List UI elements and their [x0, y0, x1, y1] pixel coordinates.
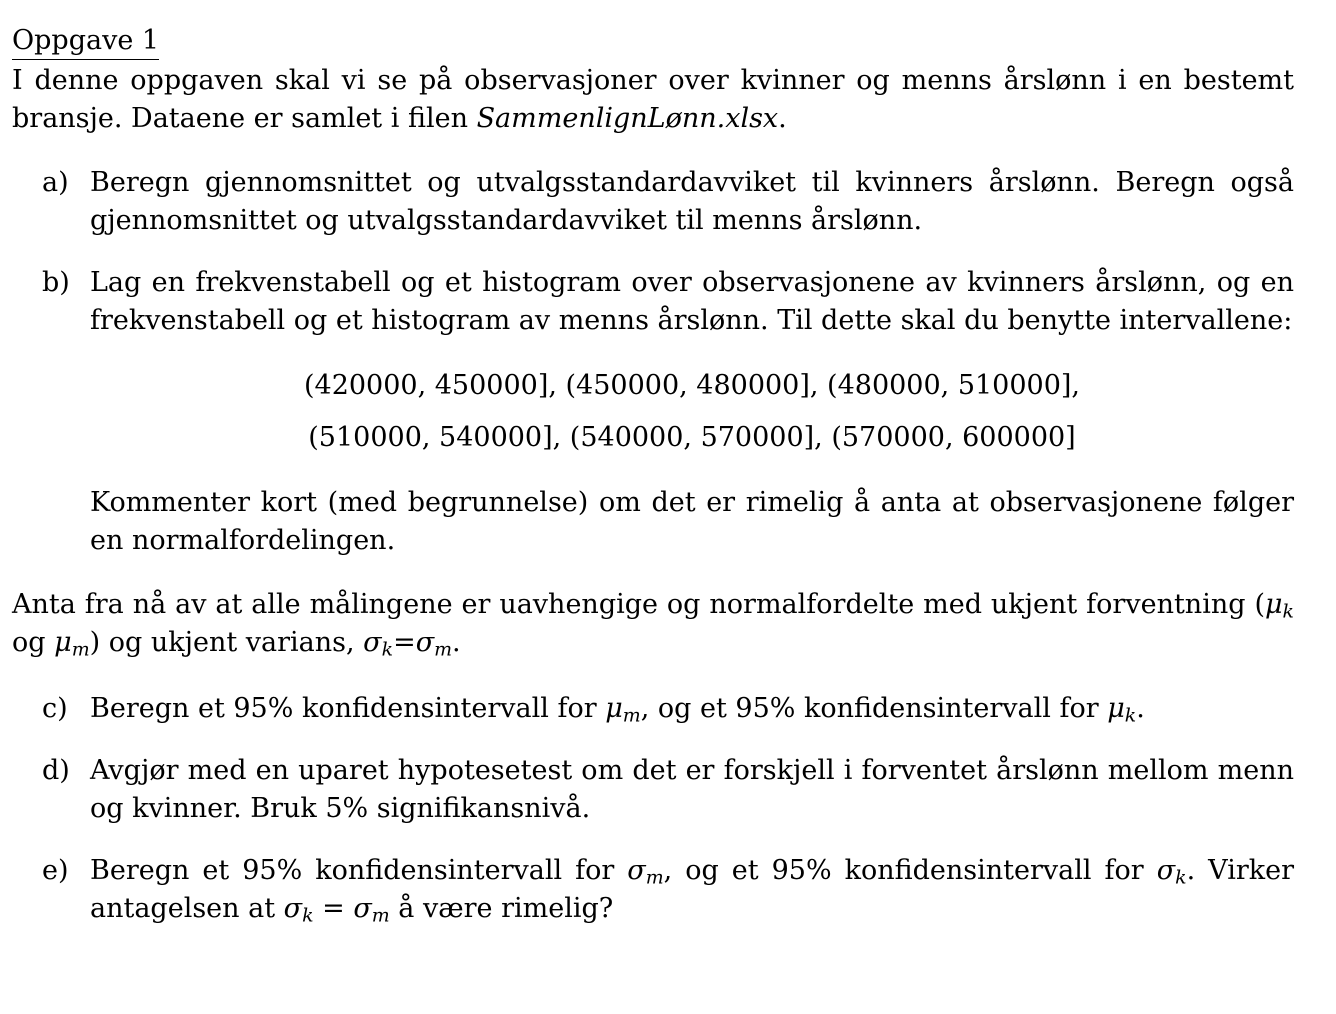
intervals-line-2: (510000, 540000], (540000, 570000], (570000, 600000]	[308, 422, 1076, 453]
intro-text: I denne oppgaven skal vi se på observasjoner over kvinner og menns årslønn i en bestemt bransje. Dataene er samlet i filen	[12, 65, 1294, 134]
assumption-end: .	[452, 627, 461, 658]
intervals-line-1: (420000, 450000], (450000, 480000], (480000, 510000],	[303, 370, 1081, 401]
assumption-paragraph	[12, 586, 1294, 662]
subscript-k: k	[1282, 600, 1294, 623]
task-d	[12, 752, 1294, 828]
subscript-k: k	[1175, 866, 1187, 889]
intro-end: .	[778, 103, 787, 134]
task-e-part-b: , og et 95% konfidensintervall for	[663, 855, 1157, 886]
task-c-part-b: , og et 95% konfidensintervall for	[640, 693, 1108, 724]
task-c-text	[90, 690, 1294, 728]
task-list-first	[12, 164, 1294, 560]
assumption-og: og	[12, 627, 55, 658]
task-e-part-d: å være rimelig?	[389, 893, 614, 924]
normality-comment: Kommenter kort (med begrunnelse) om det er rimelig å anta at observasjonene følger en normalfordelingen.	[90, 487, 1294, 556]
assumption-text-2: ) og ukjent varians,	[89, 627, 364, 658]
assumption-text-1: Anta fra nå av at alle målingene er uavhengige og normalfordelte med ukjent forventning (	[12, 589, 1265, 620]
task-b-text: Lag en frekvenstabell og et histogram over observasjonene av kvinners årslønn, og en frekvenstabell og et histogram av menns årslønn. Til dette skal du benytte intervallene:	[90, 267, 1294, 336]
subscript-m: m	[371, 904, 390, 927]
filename: SammenlignLønn.xlsx	[476, 103, 779, 134]
task-a-text: Beregn gjennomsnittet og utvalgsstandardavviket til kvinners årslønn. Beregn også gjennomsnittet og utvalgsstandardavviket til menns årslønn.	[90, 167, 1294, 236]
mu-symbol: μ	[54, 627, 72, 658]
task-e-label: e)	[42, 855, 69, 886]
sigma-symbol: σ	[1156, 855, 1176, 886]
subscript-m: m	[645, 866, 664, 889]
sigma-symbol: σ	[283, 893, 303, 924]
sigma-symbol: σ	[353, 893, 372, 924]
subscript-m: m	[71, 638, 90, 661]
task-a-label: a)	[42, 167, 69, 198]
task-e-part-a: Beregn et 95% konfidensintervall for	[90, 855, 628, 886]
task-list-second	[12, 690, 1294, 928]
task-e	[12, 852, 1294, 928]
task-e-part-c: . Virker antagelsen at	[90, 855, 1294, 924]
subscript-k: k	[1124, 704, 1137, 727]
subscript-m: m	[434, 638, 453, 661]
task-d-label: d)	[42, 755, 70, 786]
mu-symbol: μ	[605, 693, 623, 724]
task-b-label: b)	[42, 267, 70, 298]
intervals-display	[90, 360, 1294, 464]
mu-symbol: μ	[1107, 693, 1125, 724]
task-c	[12, 690, 1294, 728]
task-d-text: Avgjør med en uparet hypotesetest om det er forskjell i forventet årslønn mellom menn og kvinner. Bruk 5% signifikansnivå.	[90, 755, 1294, 824]
subscript-k: k	[302, 904, 314, 927]
task-c-part-a: Beregn et 95% konfidensintervall for	[90, 693, 606, 724]
task-b	[12, 264, 1294, 340]
sigma-symbol: σ	[627, 855, 646, 886]
subscript-m: m	[622, 704, 641, 727]
task-e-equals: =	[313, 893, 354, 924]
task-e-text	[90, 852, 1294, 928]
sigma-symbol: σ	[363, 627, 382, 658]
exercise-heading: Oppgave 1	[12, 23, 159, 60]
task-a	[12, 164, 1294, 240]
equals-sign: =	[393, 627, 416, 658]
intro-paragraph	[12, 62, 1294, 138]
mu-symbol: μ	[1264, 589, 1283, 620]
sigma-symbol: σ	[415, 627, 435, 658]
subscript-k: k	[381, 638, 394, 661]
task-c-part-c: .	[1136, 693, 1145, 724]
exercise-page	[12, 22, 1294, 928]
task-c-label: c)	[42, 693, 68, 724]
